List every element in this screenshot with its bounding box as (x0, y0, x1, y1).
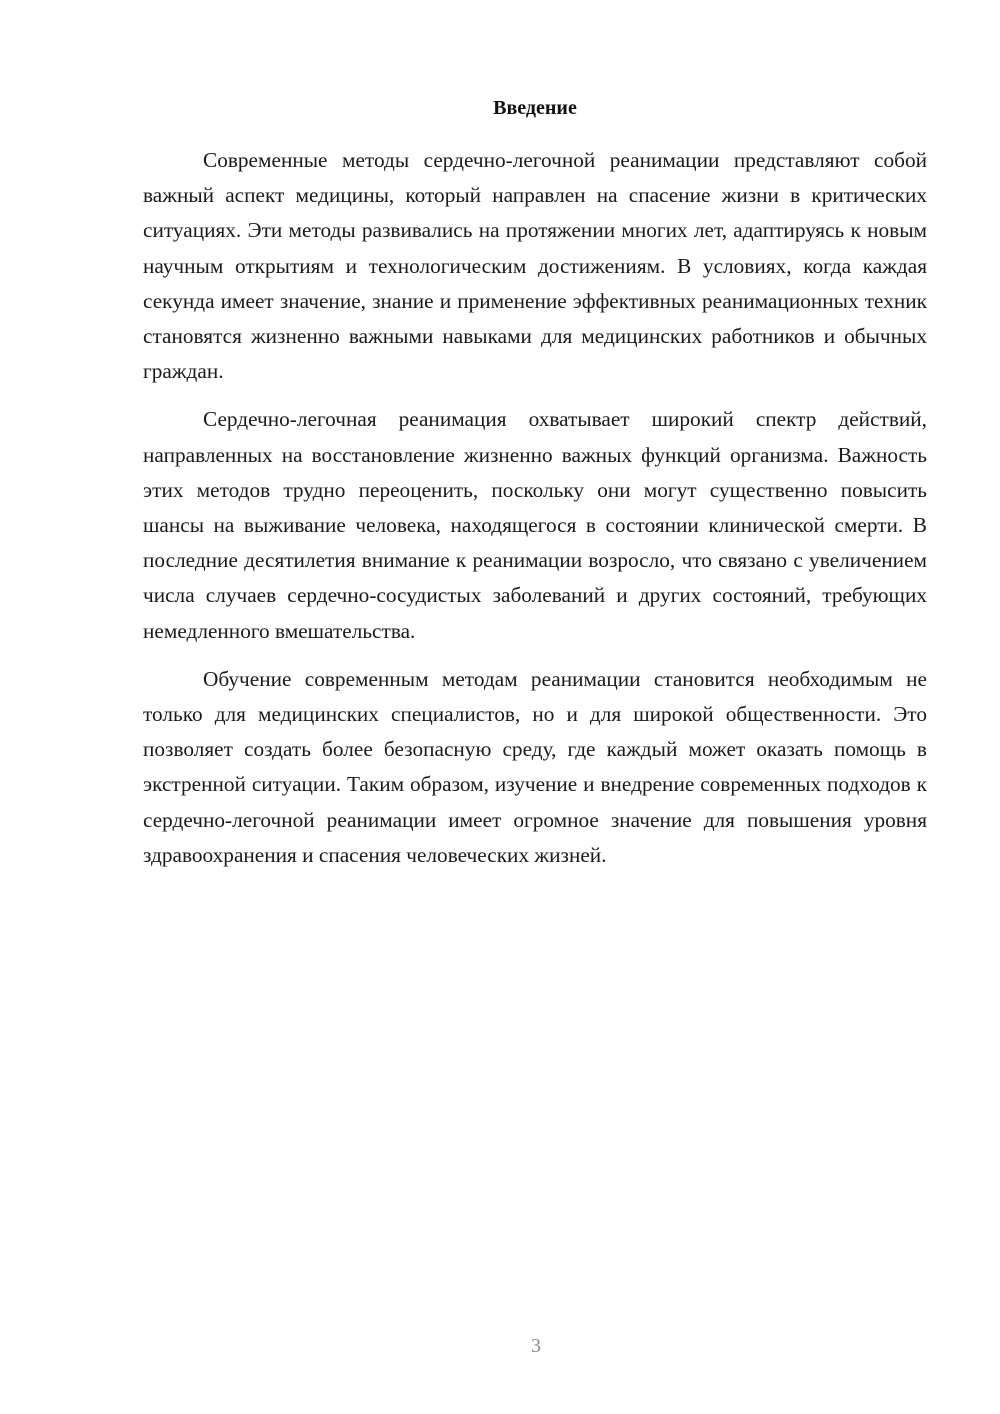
section-heading: Введение (493, 97, 577, 119)
page-number: 3 (531, 1335, 541, 1357)
body-text (143, 143, 927, 886)
paragraph-3: Обучение современным методам реанимации становится необходимым не только для медицинских специалистов, но и для широкой общественности. Это позволяет создать более безопасную среду, где каждый может оказать помощь в экстренной ситуации. Таким образом, изучение и внедрение современных подходов к сердечно-легочной реанимации имеет огромное значение для повышения уровня здравоохранения и спасения человеческих жизней. (143, 666, 927, 867)
paragraph-2: Сердечно-легочная реанимация охватывает широкий спектр действий, направленных на восстановление жизненно важных функций организма. Важность этих методов трудно переоценить, поскольку они могут существенно повысить шансы на выживание человека, находящегося в состоянии клинической смерти. В последние десятилетия внимание к реанимации возросло, что связано с увеличением числа случаев сердечно-сосудистых заболеваний и других состояний, требующих немедленного вмешательства. (143, 407, 927, 643)
paragraph-1: Современные методы сердечно-легочной реанимации представляют собой важный аспект медицины, который направлен на спасение жизни в критических ситуациях. Эти методы развивались на протяжении многих лет, адаптируясь к новым научным открытиям и технологическим достижениям. В условиях, когда каждая секунда имеет значение, знание и применение эффективных реанимационных техник становятся жизненно важными навыками для медицинских работников и обычных граждан. (143, 148, 927, 384)
